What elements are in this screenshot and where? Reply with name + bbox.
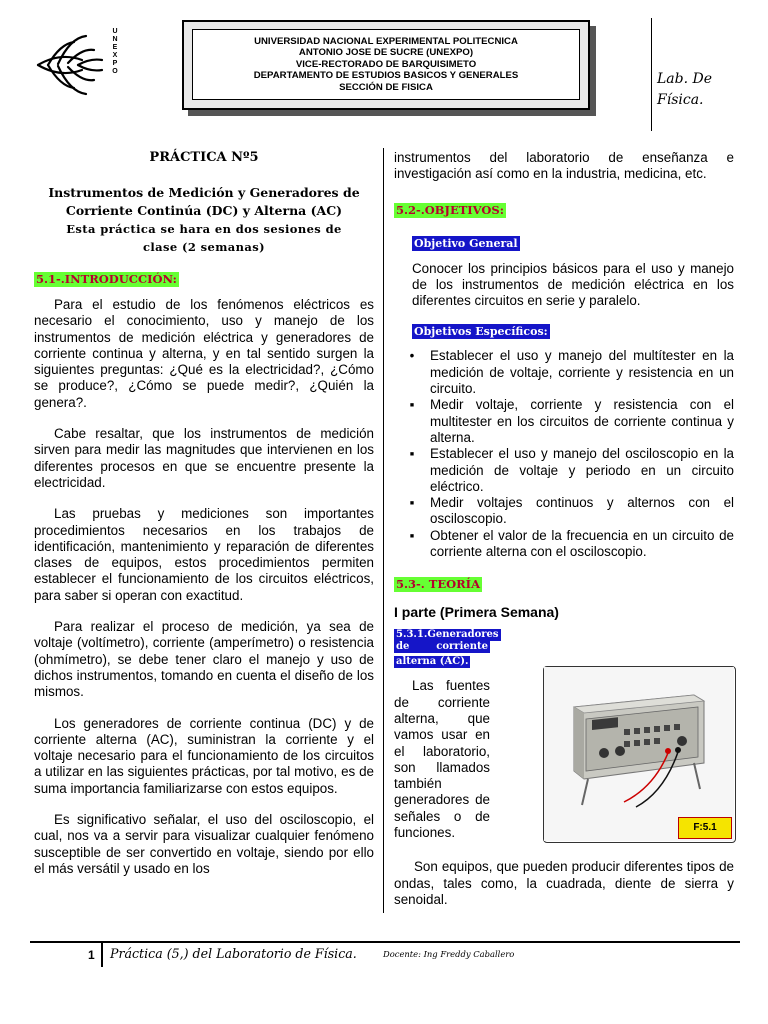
bullet-icon: ▪: [409, 495, 415, 511]
intro-paragraph-3: Las pruebas y mediciones son importantes procedimientos necesarios en los trabajos de identificación, mantenimiento y reparación de diferentes clases de equipos, estos procedimientos permiten establecer el funcionamiento de los circuitos eléctricos, para saber si operan con exactitud.: [34, 506, 374, 603]
logo-vertical-letters: [108, 28, 122, 76]
left-column: [34, 150, 374, 877]
logo-letter: P: [112, 60, 118, 67]
general-objective-label: Objetivo General: [414, 236, 518, 250]
theory-heading: 5.3-. TEORÍA: [396, 577, 480, 592]
list-item: • Establecer el uso y manejo del multítester en la medición de voltaje, corriente y resistencia en un circuito.: [406, 348, 734, 397]
generators-label-line3: alterna (AC).: [396, 656, 469, 668]
title-line-2: Corriente Continúa (DC) y Alterna (AC): [65, 203, 343, 218]
institution-header-inner: [192, 29, 580, 100]
list-item: ▪ Obtener el valor de la frecuencia en un circuito de corriente alterna con el osciloscopio.: [406, 528, 734, 561]
bullet-icon: ▪: [409, 446, 415, 462]
footer-docente: Docente: Ing Freddy Caballero: [383, 949, 515, 959]
specific-objectives-label: Objetivos Específicos:: [414, 325, 548, 339]
continuation-paragraph: instrumentos del laboratorio de enseñanza e investigación así como en la industria, medicina, etc.: [394, 150, 734, 182]
header-line-section: SECCIÓN DE FISICA: [339, 81, 433, 93]
bullet-icon: ▪: [409, 397, 415, 413]
generators-label-corriente: corriente: [436, 641, 488, 653]
intro-paragraph-1: Para el estudio de los fenómenos eléctricos es necesario el conocimiento, uso y manejo de los instrumentos de medición eléctrica y generadores de corriente continua y alterna, y en tal sentido surgen la siguientes preguntas: ¿Qué es la electricidad?, ¿Cómo se produce?, ¿Cómo se puede medir?, ¿Quién la genera?.: [34, 297, 374, 410]
generators-label-de: de: [396, 641, 410, 653]
logo-letter: U: [112, 28, 118, 35]
header-line-vicerrectorado: VICE-RECTORADO DE BARQUISIMETO: [295, 58, 477, 70]
lab-label-line1: Lab. De: [657, 71, 713, 87]
footer-title: Práctica (5,) del Laboratorio de Física.: [110, 946, 357, 961]
intro-paragraph-4: Para realizar el proceso de medición, ya sea de voltaje (voltímetro), corriente (amperímetro) o resistencia (ohmímetro), se debe tener claro el manejo y uso de dichos instrumentos, tomando en cuenta el diseño de los mismos.: [34, 619, 374, 700]
intro-paragraph-5: Los generadores de corriente continua (DC) y de corriente alterna (AC), suministran la corriente y el voltaje necesario para el funcionamiento de los circuitos a utilizar en las siguientes prácticas, por tal motivo, es de suma importancia familiarizarse con estos equipos.: [34, 715, 374, 796]
footer-rule: [30, 941, 740, 943]
lab-label: [657, 69, 712, 111]
header-line-department: DEPARTAMENTO DE ESTUDIOS BASICOS Y GENERALES: [253, 70, 519, 82]
figure-label: F:5.1: [678, 817, 732, 839]
practice-subtitle: [34, 220, 374, 256]
title-line-1: Instrumentos de Medición y Generadores de: [48, 185, 360, 200]
list-item: ▪ Medir voltaje, corriente y resistencia con el multitester en los circuitos de corriente continua y alterna.: [406, 397, 734, 446]
list-item: ▪ Medir voltajes continuos y alternos con el osciloscopio.: [406, 495, 734, 528]
logo-letter: N: [112, 36, 118, 43]
column-divider: [383, 148, 384, 913]
intro-paragraph-6: Es significativo señalar, el uso del osciloscopio, el cual, nos va a servir para visualizar cualquier fenómeno susceptible de ser convertido en voltaje, siendo por ello el más versátil y usado en los: [34, 812, 374, 876]
list-item: ▪ Establecer el uso y manejo del osciloscopio en la medición de voltaje y periodo en un circuito eléctrico.: [406, 446, 734, 495]
part-one-heading: I parte (Primera Semana): [394, 604, 559, 621]
logo-letter: O: [112, 68, 118, 75]
header-line-name: ANTONIO JOSE DE SUCRE (UNEXPO): [298, 47, 474, 59]
lab-divider: [651, 18, 652, 131]
logo-letter: E: [112, 44, 118, 51]
specific-objectives-list: [406, 348, 734, 560]
bullet-icon: •: [409, 348, 415, 364]
footer-divider: [101, 943, 103, 967]
wave-types-paragraph: Son equipos, que pueden producir diferentes tipos de ondas, tales como, la cuadrada, diente de sierra y senoidal.: [394, 859, 734, 907]
objectives-heading: 5.2-.OBJETIVOS:: [396, 202, 504, 217]
intro-paragraph-2: Cabe resaltar, que los instrumentos de medición sirven para medir las magnitudes que intervienen en los diferentes procesos en que se encuentre presente la electricidad.: [34, 426, 374, 490]
lab-label-line2: Física.: [657, 92, 704, 108]
header-line-university: UNIVERSIDAD NACIONAL EXPERIMENTAL POLITECNICA: [254, 35, 518, 47]
general-objective-text: Conocer los principios básicos para el uso y manejo de los instrumentos de medición eléctrica en los diferentes circuitos en serie y paralelo.: [412, 260, 734, 309]
generators-label-line1: 5.3.1.Generadores: [396, 629, 499, 641]
generators-text: Las fuentes de corriente alterna, que vamos usar en el laboratorio, son llamados también generadores de señales o de funciones.: [394, 678, 490, 841]
logo-letter: X: [112, 52, 118, 59]
page-number: 1: [88, 948, 95, 962]
subtitle-line-1: Esta práctica se hara en dos sesiones de: [66, 222, 342, 236]
subtitle-line-2: clase (2 semanas): [142, 240, 265, 254]
function-generator-illustration: [544, 667, 734, 841]
generators-label: [394, 626, 499, 668]
institution-header-box: [182, 20, 590, 110]
practice-main-title: [34, 184, 374, 220]
bullet-icon: ▪: [409, 527, 415, 543]
practice-title: PRÁCTICA Nº5: [149, 150, 259, 165]
introduction-heading: 5.1-.INTRODUCCIÓN:: [36, 272, 177, 286]
